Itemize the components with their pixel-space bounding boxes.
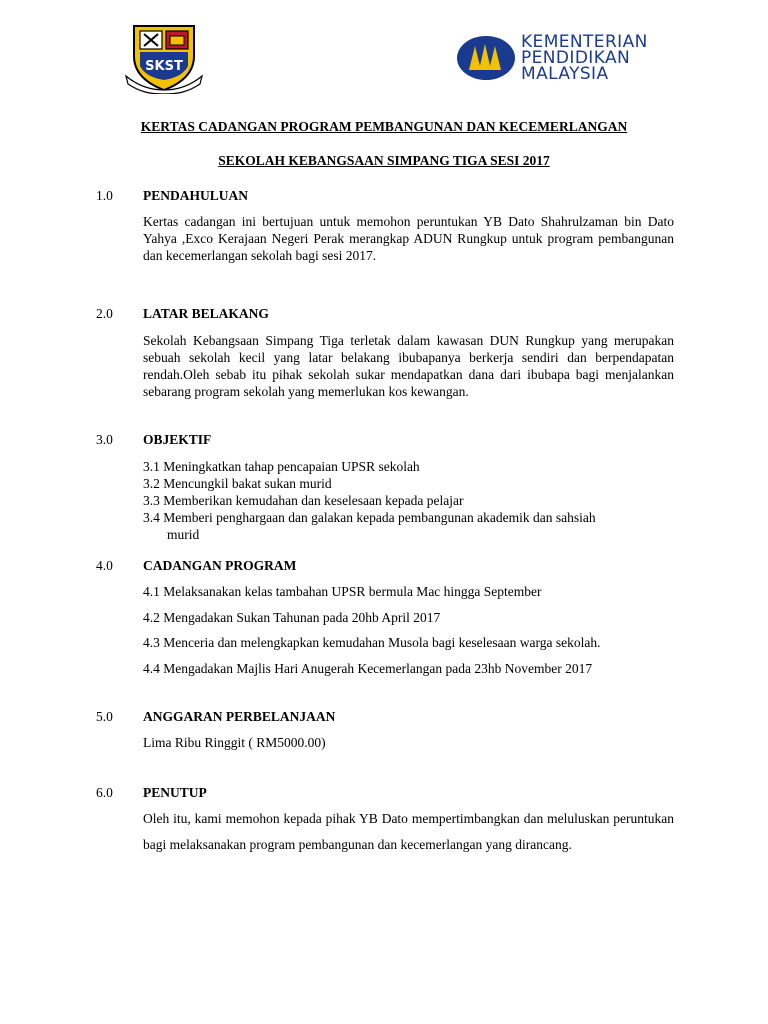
list-item: 4.3 Menceria dan melengkapkan kemudahan Musola bagi keselesaan warga sekolah. bbox=[143, 635, 601, 650]
svg-text:SKST: SKST bbox=[145, 59, 183, 74]
section-heading: CADANGAN PROGRAM bbox=[143, 558, 297, 573]
section-heading: ANGGARAN PERBELANJAAN bbox=[143, 709, 336, 724]
section-number: 2.0 bbox=[96, 306, 113, 321]
document-title: KERTAS CADANGAN PROGRAM PEMBANGUNAN DAN KECEMERLANGAN bbox=[140, 119, 628, 134]
section-number: 1.0 bbox=[96, 188, 113, 203]
section-heading: PENUTUP bbox=[143, 785, 207, 800]
list-item: 3.4 Memberi penghargaan dan galakan kepada pembangunan akademik dan sahsiah bbox=[143, 510, 596, 525]
school-crest-logo bbox=[124, 22, 204, 94]
kpm-logo-text: KEMENTERIAN PENDIDIKAN MALAYSIA bbox=[521, 32, 648, 84]
section-number: 4.0 bbox=[96, 558, 113, 573]
kpm-logo bbox=[455, 34, 670, 84]
section-heading: OBJEKTIF bbox=[143, 432, 212, 447]
program-list bbox=[143, 583, 600, 685]
section-number: 5.0 bbox=[96, 709, 113, 724]
section-number: 3.0 bbox=[96, 432, 113, 447]
list-item: 4.4 Mengadakan Majlis Hari Anugerah Kecemerlangan pada 23hb November 2017 bbox=[143, 660, 593, 676]
list-item: 3.3 Memberikan kemudahan dan keselesaan kepada pelajar bbox=[143, 493, 464, 508]
list-item-continuation: murid bbox=[167, 527, 200, 542]
kpm-emblem-icon bbox=[455, 34, 517, 82]
section-number: 6.0 bbox=[96, 785, 113, 800]
section-heading: PENDAHULUAN bbox=[143, 188, 249, 203]
list-item: 3.2 Mencungkil bakat sukan murid bbox=[143, 476, 332, 491]
document-subtitle: SEKOLAH KEBANGSAAN SIMPANG TIGA SESI 2017 bbox=[218, 153, 550, 168]
objective-list bbox=[143, 458, 683, 543]
budget-amount: Lima Ribu Ringgit ( RM5000.00) bbox=[143, 735, 326, 750]
list-item: 3.1 Meningkatkan tahap pencapaian UPSR sekolah bbox=[143, 459, 420, 474]
section-paragraph: Sekolah Kebangsaan Simpang Tiga terletak dalam kawasan DUN Rungkup yang merupakan sebuah sekolah kecil yang latar belakang ibubapanya berkerja sendiri dan berpendapatan rendah.Oleh sebab itu pihak sekolah sukar mendapatkan dana dari ibubapa bagi menjalankan sebarang program sekolah yang memerlukan kos kewangan. bbox=[143, 333, 674, 399]
section-paragraph: Oleh itu, kami memohon kepada pihak YB Dato mempertimbangkan dan meluluskan peruntukan bagi melaksanakan program pembangunan dan kecemerlangan yang dirancang. bbox=[143, 811, 674, 852]
section-heading: LATAR BELAKANG bbox=[143, 306, 269, 321]
list-item: 4.1 Melaksanakan kelas tambahan UPSR bermula Mac hingga September bbox=[143, 584, 542, 599]
list-item: 4.2 Mengadakan Sukan Tahunan pada 20hb April 2017 bbox=[143, 609, 441, 625]
section-paragraph: Kertas cadangan ini bertujuan untuk memohon peruntukan YB Dato Shahrulzaman bin Dato Yahya ,Exco Kerajaan Negeri Perak merangkap ADUN Rungkup untuk program pembangunan dan kecemerlangan sekolah bagi sesi 2017. bbox=[143, 214, 674, 263]
